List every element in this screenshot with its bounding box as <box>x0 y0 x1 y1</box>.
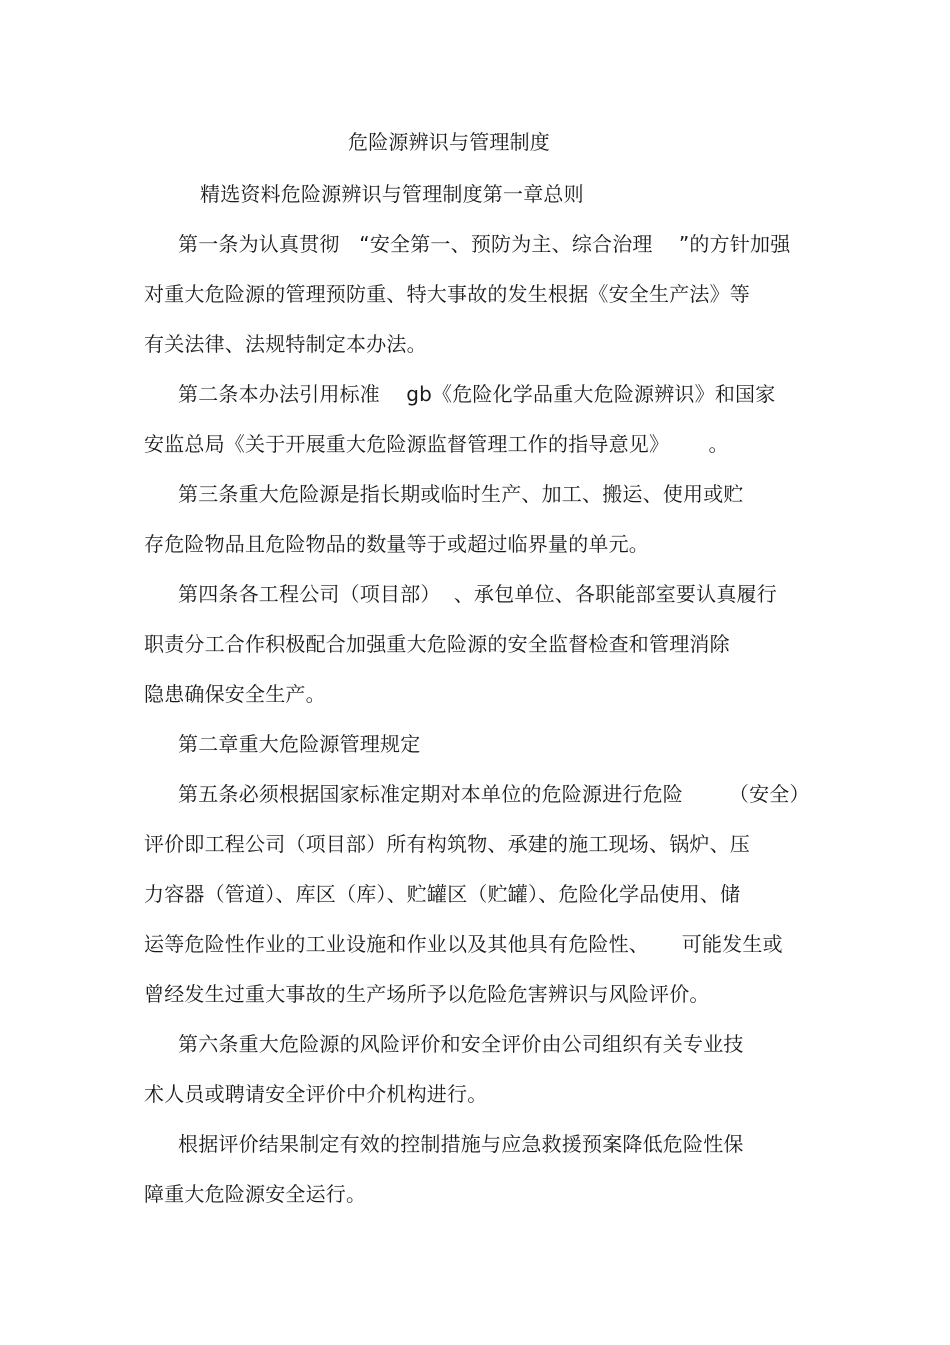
paragraph-line: 第六条重大危险源的风险评价和安全评价由公司组织有关专业技 <box>178 1032 744 1056</box>
paragraph-line: 第一条为认真贯彻 “安全第一、预防为主、综合治理 ”的方针加强 <box>178 232 791 256</box>
paragraph-line: 第三条重大危险源是指长期或临时生产、加工、搬运、使用或贮 <box>178 482 744 506</box>
document-title: 危险源辨识与管理制度 <box>348 130 550 154</box>
document-subtitle: 精选资料危险源辨识与管理制度第一章总则 <box>200 182 584 206</box>
paragraph-line: 职责分工合作积极配合加强重大危险源的安全监督检查和管理消除 <box>144 632 730 656</box>
paragraph-line: 评价即工程公司（项目部）所有构筑物、承建的施工现场、锅炉、压 <box>144 832 750 856</box>
paragraph-line: 第四条各工程公司（项目部） 、承包单位、各职能部室要认真履行 <box>178 582 777 606</box>
paragraph-line: 隐患确保安全生产。 <box>144 682 326 706</box>
paragraph-line: 曾经发生过重大事故的生产场所予以危险危害辨识与风险评价。 <box>144 982 710 1006</box>
paragraph-line: 对重大危险源的管理预防重、特大事故的发生根据《安全生产法》等 <box>144 282 750 306</box>
paragraph-line: 障重大危险源安全运行。 <box>144 1182 367 1206</box>
paragraph-line: 安监总局《关于开展重大危险源监督管理工作的指导意见》 。 <box>144 432 729 456</box>
paragraph-line: 有关法律、法规特制定本办法。 <box>144 332 427 356</box>
paragraph-line: 力容器（管道）、库区（库）、贮罐区（贮罐）、危险化学品使用、储 <box>144 882 741 906</box>
paragraph-line: 运等危险性作业的工业设施和作业以及其他具有危险性、 可能发生或 <box>144 932 783 956</box>
paragraph-line: 第二条本办法引用标准 gb《危险化学品重大危险源辨识》和国家 <box>178 382 776 406</box>
paragraph-line: 存危险物品且危险物品的数量等于或超过临界量的单元。 <box>144 532 649 556</box>
paragraph-line: 术人员或聘请安全评价中介机构进行。 <box>144 1082 488 1106</box>
paragraph-line: 根据评价结果制定有效的控制措施与应急救援预案降低危险性保 <box>178 1132 744 1156</box>
paragraph-line: 第五条必须根据国家标准定期对本单位的危险源进行危险 （安全） <box>178 782 810 806</box>
chapter-heading: 第二章重大危险源管理规定 <box>178 732 421 756</box>
